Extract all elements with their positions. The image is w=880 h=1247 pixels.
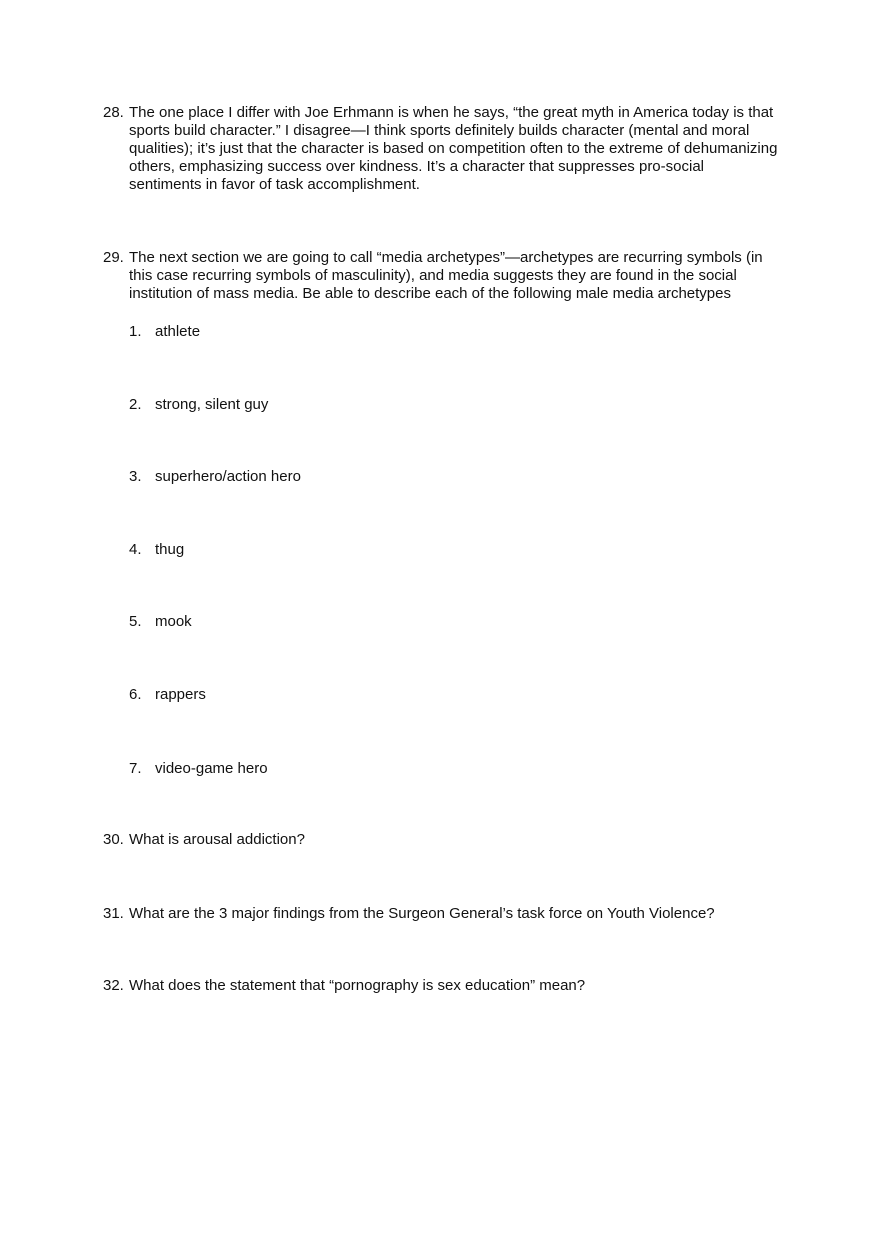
list-item-number: 2. <box>129 396 142 413</box>
list-item-athlete <box>129 323 529 341</box>
list-item-text: thug <box>155 541 185 558</box>
question-30 <box>103 831 783 849</box>
question-32 <box>103 977 783 995</box>
list-item-number: 7. <box>129 760 142 777</box>
question-number: 32. <box>103 977 124 994</box>
list-item-number: 4. <box>129 541 142 558</box>
question-31 <box>103 905 783 923</box>
list-item-number: 1. <box>129 323 142 340</box>
list-item-video-game-hero <box>129 760 529 778</box>
list-item-number: 3. <box>129 468 142 485</box>
list-item-number: 6. <box>129 686 142 703</box>
question-number: 31. <box>103 905 124 922</box>
list-item-superhero <box>129 468 529 486</box>
list-item-text: superhero/action hero <box>155 468 301 485</box>
list-item-number: 5. <box>129 613 142 630</box>
question-28 <box>103 104 783 194</box>
list-item-text: mook <box>155 613 192 630</box>
list-item-rappers <box>129 686 529 704</box>
question-number: 28. <box>103 104 124 121</box>
list-item-text: rappers <box>155 686 206 703</box>
question-text: What does the statement that “pornography is sex education” mean? <box>129 977 586 994</box>
list-item-text: video-game hero <box>155 760 268 777</box>
question-29 <box>103 249 783 303</box>
question-text: The next section we are going to call “media archetypes”—archetypes are recurring symbols (in this case recurring symbols of masculinity), and media suggests they are found in the social institution of mass media. Be able to describe each of the following male media archetypes <box>129 249 763 302</box>
list-item-text: athlete <box>155 323 201 340</box>
list-item-text: strong, silent guy <box>155 396 269 413</box>
question-text: What is arousal addiction? <box>129 831 305 848</box>
list-item-mook <box>129 613 529 631</box>
list-item-thug <box>129 541 529 559</box>
list-item-strong-silent-guy <box>129 396 529 414</box>
question-number: 29. <box>103 249 124 266</box>
question-text: What are the 3 major findings from the Surgeon General’s task force on Youth Violence? <box>129 905 715 922</box>
question-number: 30. <box>103 831 124 848</box>
question-text: The one place I differ with Joe Erhmann is when he says, “the great myth in America today is that sports build character.” I disagree—I think sports definitely builds character (mental and moral qualities); it’s just that the character is based on competition often to the extreme of dehumanizing others, emphasizing success over kindness. It’s a character that suppresses pro-social sentiments in favor of task accomplishment. <box>129 104 778 193</box>
